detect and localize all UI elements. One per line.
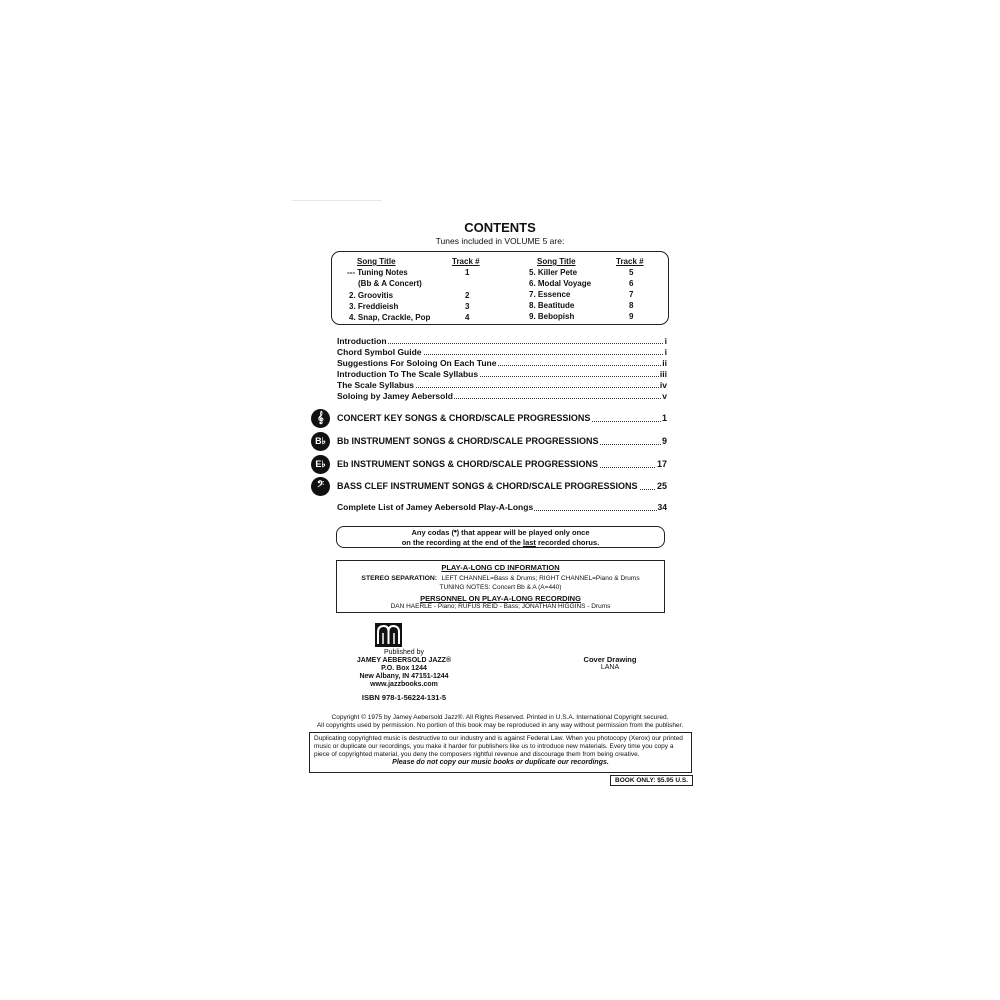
complete-list-page: 34 <box>657 502 667 512</box>
toc-page: i <box>664 336 667 346</box>
treble-clef-icon: 𝄞 <box>311 409 330 428</box>
personnel-list: DAN HAERLE - Piano; RUFUS REID - Bass; JONATHAN HIGGINS - Drums <box>390 603 611 610</box>
price-badge: BOOK ONLY: $5.95 U.S. <box>610 775 693 786</box>
page-title: CONTENTS <box>464 220 536 235</box>
cd-info-box <box>336 560 665 613</box>
personnel-heading: PERSONNEL ON PLAY-A-LONG RECORDING <box>420 594 581 603</box>
codas-line-2 <box>337 538 664 548</box>
copyright-line-1: Copyright © 1975 by Jamey Aebersold Jazz®. All Rights Reserved. Printed in U.S.A. International Copyright secured. <box>331 714 669 721</box>
song-title-header: Song Title <box>357 257 396 266</box>
section-label: Eb INSTRUMENT SONGS & CHORD/SCALE PROGRESSIONS <box>337 459 599 469</box>
tunes-box <box>331 251 669 325</box>
tune-track: 4 <box>465 313 470 322</box>
stereo-text: LEFT CHANNEL=Bass & Drums; RIGHT CHANNEL=Piano & Drums <box>441 575 640 582</box>
tune-track: 5 <box>629 268 634 277</box>
bb-icon: B♭ <box>311 432 330 451</box>
tune-item: 8. Beatitude <box>529 301 575 310</box>
section-page: 25 <box>656 481 667 491</box>
cover-artist: LANA <box>600 664 620 671</box>
publisher-city: New Albany, IN 47151-1244 <box>359 673 449 680</box>
song-title-header-right: Song Title <box>537 257 576 266</box>
tune-track: 6 <box>629 279 634 288</box>
tune-track: 7 <box>629 290 634 299</box>
publisher-name: JAMEY AEBERSOLD JAZZ® <box>356 657 452 664</box>
cd-info-heading: PLAY-A-LONG CD INFORMATION <box>441 563 560 572</box>
cover-drawing-label: Cover Drawing <box>583 655 637 664</box>
codas-line-1: Any codas (𝄌) that appear will be played only once <box>411 528 590 537</box>
tune-item: 6. Modal Voyage <box>529 279 592 288</box>
copy-warning-emphasis: Please do not copy our music books or duplicate our recordings. <box>392 759 609 766</box>
tune-item: 9. Bebopish <box>529 312 575 321</box>
track-header: Track # <box>452 257 480 266</box>
tuning-notes: TUNING NOTES: Concert Bb & A (A=440) <box>439 583 562 591</box>
tune-item-subtitle: (Bb & A Concert) <box>358 279 422 288</box>
toc-page: iii <box>659 369 667 379</box>
toc-label: Introduction To The Scale Syllabus <box>337 369 479 379</box>
eb-icon: E♭ <box>311 455 330 474</box>
tune-item: 2. Groovitis <box>349 291 394 300</box>
bass-clef-icon: 𝄢 <box>311 477 330 496</box>
publisher-po-box: P.O. Box 1244 <box>381 665 427 672</box>
tune-track: 8 <box>629 301 634 310</box>
tune-track: 2 <box>465 291 470 300</box>
isbn: ISBN 978-1-56224-131-5 <box>361 693 447 702</box>
stereo-label: STEREO SEPARATION: <box>361 575 438 582</box>
tune-item: 4. Snap, Crackle, Pop <box>349 313 431 322</box>
copyright-line-2: All copyrights used by permission. No portion of this book may be reproduced in any way without permission from the publisher. <box>316 722 684 729</box>
tune-track: 3 <box>465 302 470 311</box>
section-page: 9 <box>661 436 667 446</box>
complete-list-row <box>337 501 667 514</box>
published-by: Published by <box>383 649 425 656</box>
section-row-bb <box>337 435 667 448</box>
toc-label: Chord Symbol Guide <box>337 347 422 357</box>
section-row-eb <box>337 458 667 471</box>
stereo-line <box>337 572 664 584</box>
copy-warning-box <box>309 732 692 773</box>
tune-track: 1 <box>465 268 470 277</box>
toc-label: Soloing by Jamey Aebersold <box>337 391 453 401</box>
publisher-logo <box>375 623 402 647</box>
page-subtitle: Tunes included in VOLUME 5 are: <box>435 236 565 246</box>
tune-item: 5. Killer Pete <box>529 268 578 277</box>
copy-warning-text: Duplicating copyrighted music is destructive to our industry and is against Federal Law. When you photocopy (Xerox) our printed music or duplicate our recordings, you make it harder for publishers like us to introduce new materials. Every time you copy a piece of copyrighted material, you deny the composers rightful revenue and discourage them from being creative. <box>314 735 683 758</box>
toc-page: ii <box>662 358 667 368</box>
publisher-website: www.jazzbooks.com <box>370 681 438 688</box>
tune-item: --- Tuning Notes <box>347 268 408 277</box>
tune-item: 3. Freddieish <box>349 302 399 311</box>
codas-text-end: recorded chorus. <box>535 537 600 547</box>
toc-label: The Scale Syllabus <box>337 380 415 390</box>
section-label: Bb INSTRUMENT SONGS & CHORD/SCALE PROGRESSIONS <box>337 436 599 446</box>
codas-emphasis: last <box>522 537 536 547</box>
section-label: BASS CLEF INSTRUMENT SONGS & CHORD/SCALE PROGRESSIONS <box>337 481 638 491</box>
section-row-bass-clef <box>337 480 667 493</box>
toc-page: v <box>662 391 667 401</box>
toc-row-soloing <box>337 390 667 402</box>
tune-track: 9 <box>629 312 634 321</box>
codas-note <box>336 526 665 548</box>
toc-label: Introduction <box>337 336 387 346</box>
track-header-right: Track # <box>616 257 644 266</box>
section-page: 1 <box>661 413 667 423</box>
toc-page: i <box>664 347 667 357</box>
section-row-concert-key <box>337 412 667 425</box>
toc-page: iv <box>659 380 667 390</box>
complete-list-label: Complete List of Jamey Aebersold Play-A-Longs <box>337 502 534 512</box>
section-label: CONCERT KEY SONGS & CHORD/SCALE PROGRESSIONS <box>337 413 591 423</box>
tune-item: 7. Essence <box>529 290 571 299</box>
codas-text: on the recording at the end of the <box>401 537 523 547</box>
toc-label: Suggestions For Soloing On Each Tune <box>337 358 497 368</box>
scan-artifact-line <box>292 200 382 201</box>
section-page: 17 <box>656 459 667 469</box>
